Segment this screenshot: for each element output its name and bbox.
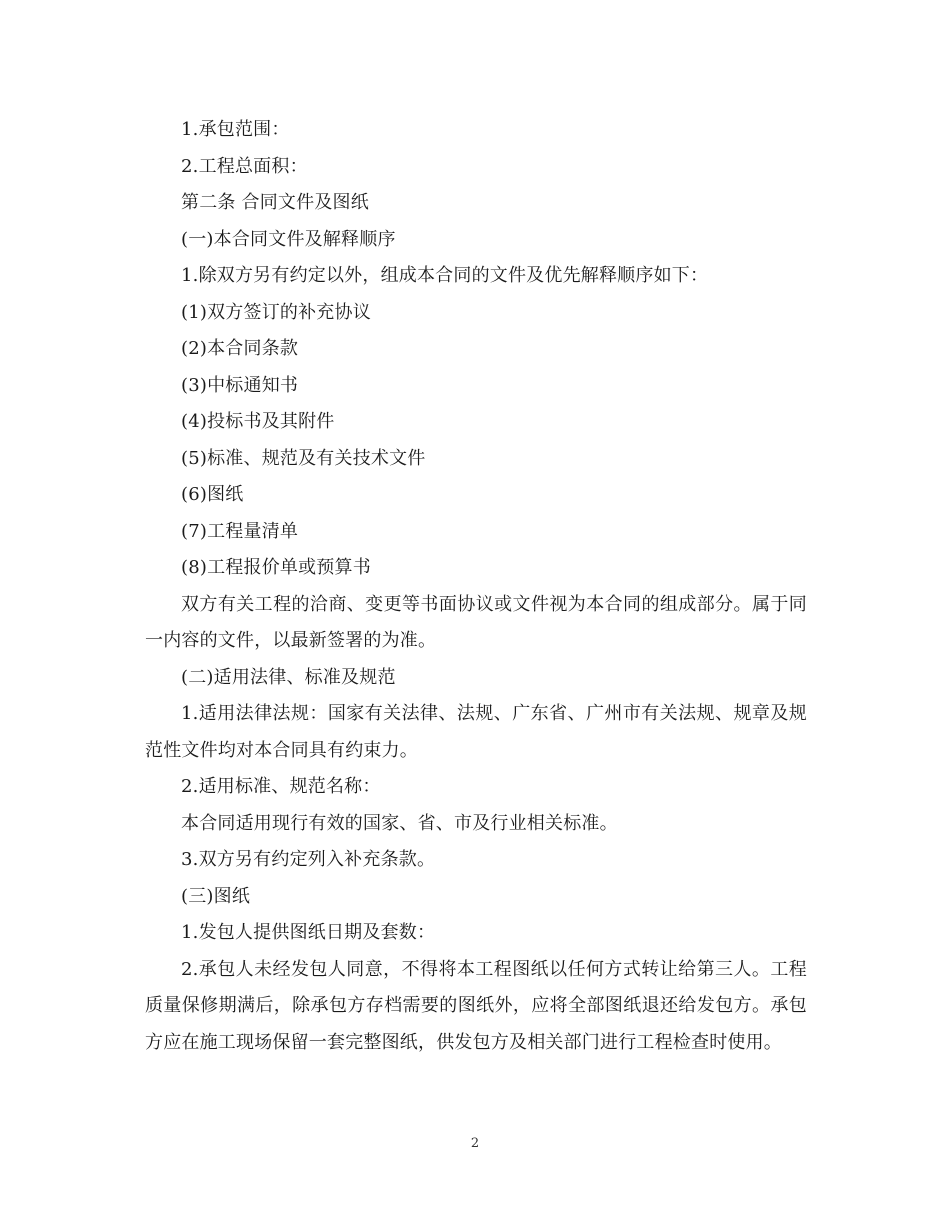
clause-drawing-transfer: 2.承包人未经发包人同意，不得将本工程图纸以任何方式转让给第三人。工程质量保修期满后，除承包方存档需要的图纸外，应将全部图纸退还给发包方。承包方应在施工现场保留一套完整图纸，供发包方及相关部门进行工程检查时使用。: [145, 958, 807, 1053]
clause-priority-order: 1.除双方另有约定以外，组成本合同的文件及优先解释顺序如下：: [181, 265, 709, 286]
list-item: (7)工程量清单: [181, 520, 299, 542]
clause-supplementary: 3.双方另有约定列入补充条款。: [181, 849, 436, 870]
page-number: 2: [470, 1136, 480, 1151]
list-item: (4)投标书及其附件: [181, 411, 335, 432]
document-body: [145, 112, 807, 1061]
clause-standards-text: 本合同适用现行有效的国家、省、市及行业相关标准。: [181, 812, 618, 834]
list-item: (2)本合同条款: [181, 338, 299, 359]
section-heading-laws: (二)适用法律、标准及规范: [181, 666, 396, 688]
section-heading-documents: (一)本合同文件及解释顺序: [181, 228, 396, 250]
clause-standards-name: 2.适用标准、规范名称：: [181, 776, 381, 797]
article-heading: 第二条 合同文件及图纸: [181, 192, 369, 213]
list-item: (5)标准、规范及有关技术文件: [181, 447, 426, 469]
clause-scope: 1.承包范围：: [181, 119, 290, 140]
clause-amendments: 双方有关工程的洽商、变更等书面协议或文件视为本合同的组成部分。属于同一内容的文件，以最新签署的为准。: [145, 593, 807, 651]
clause-applicable-laws: 1.适用法律法规：国家有关法律、法规、广东省、广州市有关法规、规章及规范性文件均对本合同具有约束力。: [145, 703, 807, 761]
section-heading-drawings: (三)图纸: [181, 885, 251, 907]
list-item: (8)工程报价单或预算书: [181, 557, 371, 578]
clause-total-area: 2.工程总面积：: [181, 155, 308, 177]
list-item: (6)图纸: [181, 484, 244, 505]
clause-drawing-delivery: 1.发包人提供图纸日期及套数：: [181, 922, 436, 943]
list-item: (3)中标通知书: [181, 374, 299, 396]
list-item: (1)双方签订的补充协议: [181, 301, 371, 323]
